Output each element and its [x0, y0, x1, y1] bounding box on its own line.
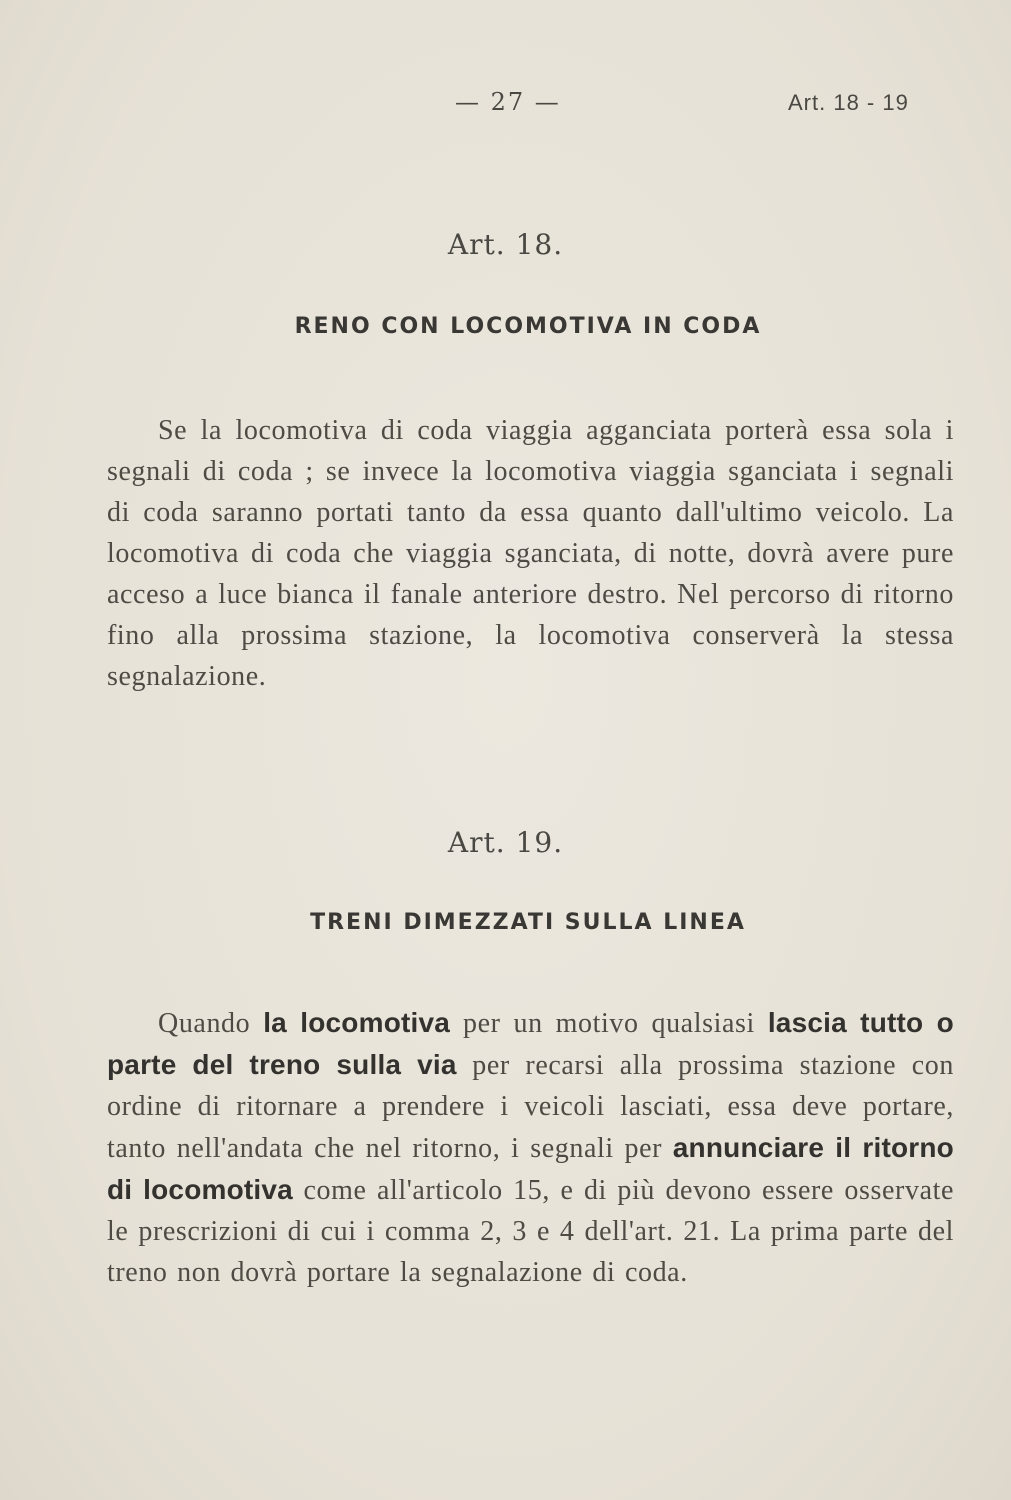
article-19-bold-run-3: annunciare il ritorno di locomotiva [107, 1132, 954, 1205]
page-number: — 27 — [455, 88, 561, 116]
article-19-paragraph [107, 1002, 954, 1293]
article-18-title: RENO CON LOCOMOTIVA IN CODA [294, 314, 762, 339]
article-19-text-run-4: come all'articolo 15, e di più devono essere osservate le prescrizioni di cui i comma 2, 3 e 4 dell'art. 21. La prima parte del treno non dovrà portare la segnalazione di coda. [107, 1175, 955, 1288]
article-19-text-run-3: per recarsi alla prossima stazione con ordine di ritornare a prendere i veicoli lasciati, essa deve portare, tanto nell'andata che nel ritorno, i segnali per [107, 1050, 954, 1164]
article-19-text-run-2: per un motivo qualsiasi [463, 1008, 755, 1039]
article-19-title: TRENI DIMEZZATI SULLA LINEA [310, 910, 746, 935]
article-18-number: Art. 18. [447, 228, 564, 261]
running-head: Art. 18 - 19 [788, 90, 909, 115]
article-18-text: Se la locomotiva di coda viaggia agganciata porterà essa sola i segnali di coda ; se invece la locomotiva viaggia sganciata i segnali di coda saranno portati tanto da essa quanto dall'ultimo veicolo. La locomotiva di coda che viaggia sganciata, di notte, dovrà avere pure acceso a luce bianca il fanale anteriore destro. Nel percorso di ritorno fino alla prossima stazione, la locomotiva conserverà la stessa segnalazione. [107, 415, 954, 692]
article-18-paragraph [107, 410, 954, 697]
article-19-text [107, 1002, 954, 1293]
article-19-number: Art. 19. [447, 826, 564, 859]
page-header [0, 88, 1011, 128]
article-19-bold-run-1: la locomotiva [263, 1007, 451, 1038]
article-19-bold-run-2: lascia tutto o parte del treno sulla via [107, 1007, 954, 1080]
article-19-text-run-1: Quando [158, 1008, 251, 1039]
